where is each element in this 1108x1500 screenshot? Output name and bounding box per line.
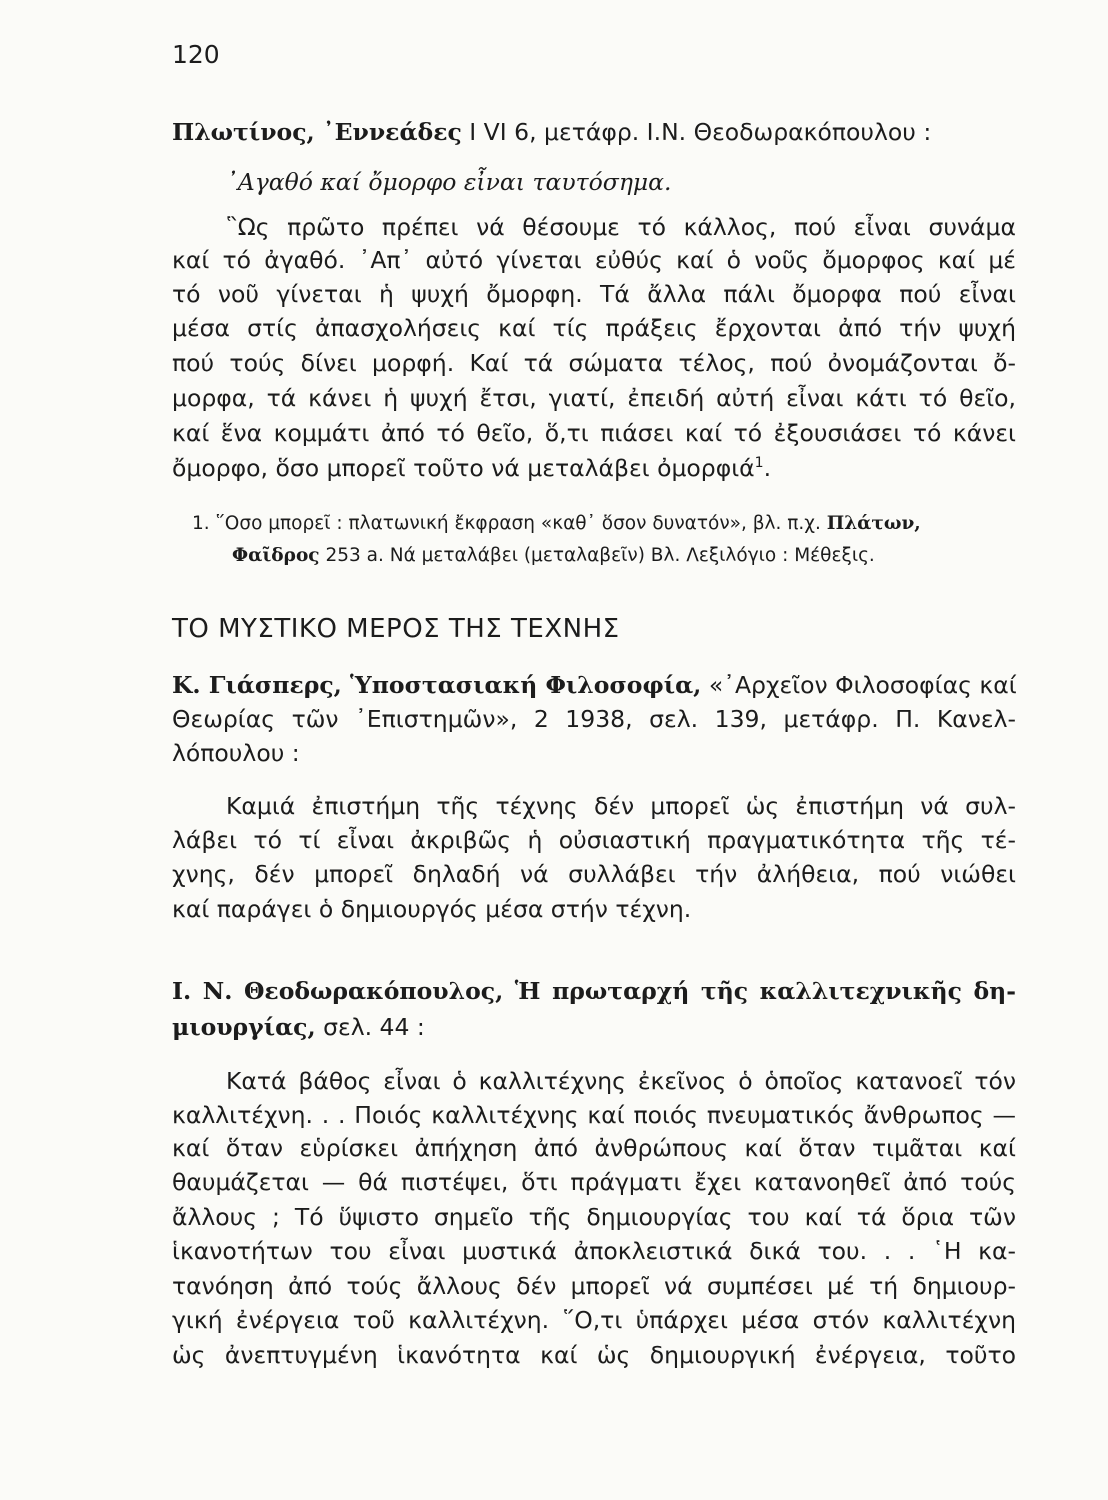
plotinus-line: μορφα, τά κάνει ἡ ψυχή ἔτσι, γιατί, ἐπειδή αὐτή εἶναι κάτι τό θεῖο,	[172, 384, 1016, 412]
theodorakopoulos-page-ref: σελ. 44 :	[315, 1013, 425, 1041]
theodorakopoulos-heading-cont	[172, 1012, 1016, 1042]
theodorakopoulos-title-end: μιουργίας,	[172, 1013, 316, 1041]
jaspers-line: λάβει τό τί εἶναι ἀκριβῶς ἡ οὐσιαστική πραγματικότητα τῆς τέ-	[172, 826, 1016, 854]
plotinus-line: καί ἕνα κομμάτι ἀπό τό θεῖο, ὅ,τι πιάσει καί τό ἐξουσιάσει τό κάνει	[172, 419, 1016, 447]
theodorakopoulos-line: ἄλλους ; Τό ὕψιστο σημεῖο τῆς δημιουργίας του καί τά ὅρια τῶν	[172, 1203, 1016, 1231]
theodorakopoulos-heading: Ι. Ν. Θεοδωρακόπουλος, Ἡ πρωταρχή τῆς καλλιτεχνικῆς δη-	[172, 977, 1016, 1005]
plotinus-line: μέσα στίς ἀπασχολήσεις καί τίς πράξεις ἔρχονται ἀπό τήν ψυχή	[172, 314, 1016, 342]
plotinus-line: καί τό ἀγαθό. ᾿Απ᾿ αὐτό γίνεται εὐθύς καί ὁ νοῦς ὄμορφος καί μέ	[172, 246, 1016, 274]
jaspers-line: χνης, δέν μπορεῖ δηλαδή νά συλλάβει τήν ἀλήθεια, πού νιώθει	[172, 860, 1016, 888]
plotinus-last-line-end: .	[763, 454, 772, 482]
jaspers-author: Κ. Γιάσπερς, Ὑποστασιακή Φιλοσοφία,	[172, 671, 702, 699]
section-title: ΤΟ ΜΥΣΤΙΚΟ ΜΕΡΟΣ ΤΗΣ ΤΕΧΝΗΣ	[172, 614, 620, 644]
footnote-bold: Φαῖδρος	[232, 545, 320, 566]
plotinus-last-line-text: ὄμορφο, ὅσο μπορεῖ τοῦτο νά μεταλάβει ὀμορφιά	[172, 454, 755, 482]
jaspers-citation	[172, 670, 1016, 700]
plotinus-author: Πλωτίνος, ᾿Εννεάδες	[172, 118, 462, 146]
jaspers-reference-line: Θεωρίας τῶν ᾿Επιστημῶν», 2 1938, σελ. 139, μετάφρ. Π. Κανελ-	[172, 705, 1016, 733]
jaspers-reference-line: λόπουλου :	[172, 739, 300, 767]
footnote-text: 1. ῞Οσο μπορεῖ : πλατωνική ἔκφραση «καθ᾿ ὅσον δυνατόν», βλ. π.χ.	[192, 513, 827, 534]
jaspers-reference: «᾿Αρχεῖον Φιλοσοφίας καί	[701, 671, 1017, 699]
footnote-bold: Πλάτων,	[826, 513, 921, 534]
theodorakopoulos-line: θαυμάζεται — θά πιστέψει, ὅτι πράγματι ἔχει κατανοηθεῖ ἀπό τούς	[172, 1168, 1016, 1196]
theodorakopoulos-line: ἱκανοτήτων του εἶναι μυστικά ἀποκλειστικά δικά του. . . ῾Η κα-	[172, 1237, 1016, 1265]
plotinus-line: τό νοῦ γίνεται ἡ ψυχή ὄμορφη. Τά ἄλλα πάλι ὄμορφα πού εἶναι	[172, 280, 1016, 308]
theodorakopoulos-line: Κατά βάθος εἶναι ὁ καλλιτέχνης ἐκεῖνος ὁ ὁποῖος κατανοεῖ τόν	[226, 1067, 1016, 1095]
plotinus-citation	[172, 117, 1016, 147]
page-number: 120	[172, 40, 220, 69]
footnote-line	[232, 543, 1016, 569]
jaspers-line: Καμιά ἐπιστήμη τῆς τέχνης δέν μπορεῖ ὡς ἐπιστήμη νά συλ-	[226, 792, 1016, 820]
jaspers-last-line: καί παράγει ὁ δημιουργός μέσα στήν τέχνη.	[172, 895, 692, 923]
theodorakopoulos-line: τανόηση ἀπό τούς ἄλλους δέν μπορεῖ νά συμπέσει μέ τή δημιουρ-	[172, 1272, 1016, 1300]
footnote-marker: 1	[754, 455, 764, 472]
plotinus-reference: I VI 6, μετάφρ. Ι.Ν. Θεοδωρακόπουλου :	[461, 118, 932, 146]
footnote-text: 253 a. Νά μεταλάβει (μεταλαβεῖν) Βλ. Λεξιλόγιο : Μέθεξις.	[319, 545, 875, 566]
footnote-line	[192, 511, 1016, 537]
plotinus-last-line	[172, 453, 1016, 483]
plotinus-subtitle: ᾿Αγαθό καί ὄμορφο εἶναι ταυτόσημα.	[226, 168, 672, 196]
theodorakopoulos-line: γική ἐνέργεια τοῦ καλλιτέχνη. ῞Ο,τι ὑπάρχει μέσα στόν καλλιτέχνη	[172, 1306, 1016, 1334]
plotinus-line: πού τούς δίνει μορφή. Καί τά σώματα τέλος, πού ὀνομάζονται ὄ-	[172, 349, 1016, 377]
theodorakopoulos-line: ὡς ἀνεπτυγμένη ἱκανότητα καί ὡς δημιουργική ἐνέργεια, τοῦτο	[172, 1341, 1016, 1369]
theodorakopoulos-line: καί ὅταν εὑρίσκει ἀπήχηση ἀπό ἀνθρώπους καί ὅταν τιμᾶται καί	[172, 1134, 1016, 1162]
theodorakopoulos-line: καλλιτέχνη. . . Ποιός καλλιτέχνης καί ποιός πνευματικός ἄνθρωπος —	[172, 1101, 1016, 1129]
plotinus-line: ῝Ως πρῶτο πρέπει νά θέσουμε τό κάλλος, πού εἶναι συνάμα	[226, 213, 1016, 241]
